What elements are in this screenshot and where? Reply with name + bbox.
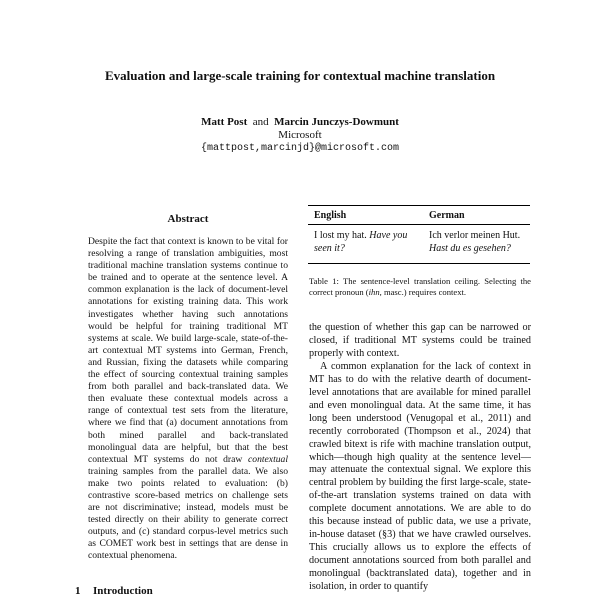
section-number: 1 [75, 585, 81, 597]
author-email: {mattpost,marcinjd}@microsoft.com [200, 143, 400, 154]
abstract-italic: contextual [248, 453, 288, 465]
english-sentence: I lost my hat. [314, 230, 367, 241]
abstract-text-part: Despite the fact that context is known to be vital for resolving a range of translation ambiguities, most traditional machine translation systems continue to be trained and to operate at the sentence level. A common explanation is the lack of document-level annotations for existing training data. This work investigates whether having such annotations would be helpful for training traditional MT systems at scale. We build large-scale, state-of-the-art contextual MT systems into German, French, and Russian, fixing the datasets while comparing the effect of sourcing contextual training samples from both parallel and back-translated data. We then evaluate these contextual models across a range of contextual test sets from the literature, where we find that (a) document annotations from both mined parallel and back-translated monolingual data are helpful, but that the best contextual MT systems do not draw [88, 236, 288, 465]
abstract-text-part: training samples from the parallel data. We also make two points related to evaluation: (b) contrastive score-based metrics on challenge sets are not discriminative; instead, models must be tested directly on their ability to generate correct outputs, and (c) standard corpus-level metrics such as COMET work best in settings that are dense in contextual phenomena. [88, 465, 288, 562]
section-title: Introduction [93, 585, 153, 597]
abstract-text [88, 236, 288, 563]
body-paragraph: A common explanation for the lack of context in MT has to do with the relative dearth of document-level annotations that are available for mined parallel and even monolingual data. At the same time, it has long been understood (Venugopal et al., 2011) and recently corroborated (Thompson et al., 2024) that crawled bitext is rife with machine translation output, which—though high quality at the sentence level—may attenuate the contextual signal. We explore this central problem by building the first large-scale, state-of-the-art translation systems trained on data with complete document annotations. We are able to do this because instead of public data, we use a private, in-house dataset (§3) that we have crawled ourselves. This crucially allows us to explore the effects of document annotations sourced from both parallel and monolingual (backtranslated data), together and in isolation, in order to quantify [309, 360, 531, 593]
affiliation: Microsoft [278, 129, 322, 141]
abstract-heading: Abstract [167, 213, 209, 225]
german-sentence: Ich verlor meinen Hut. [429, 230, 521, 241]
caption-text: , masc.) requires context. [379, 287, 467, 298]
table-header-german: German [429, 210, 465, 221]
example-table [308, 205, 530, 264]
body-paragraph-indented [309, 361, 531, 594]
section-heading [75, 585, 153, 597]
caption-italic: ihn [368, 287, 380, 298]
table-caption [309, 276, 531, 299]
caption-text: Table 1: The sentence-level translation ceiling. Selecting the correct pronoun ( [309, 276, 531, 298]
author-name: Matt Post [201, 116, 248, 128]
table-cell-german [423, 225, 530, 264]
english-question: Have you seen it? [314, 230, 408, 254]
paper-title: Evaluation and large-scale training for contextual machine translation [104, 68, 496, 83]
table-cell-english [308, 225, 423, 264]
body-paragraph: the question of whether this gap can be narrowed or closed, if traditional MT systems could be trained properly with context. [309, 322, 531, 359]
german-question: Hast du es gesehen? [429, 242, 511, 254]
body-text [309, 322, 531, 594]
author-block [0, 116, 600, 155]
author-conjunction: and [252, 116, 269, 128]
author-name: Marcin Junczys-Dowmunt [274, 116, 399, 128]
table-header-english: English [314, 210, 347, 221]
table-row [308, 225, 530, 264]
